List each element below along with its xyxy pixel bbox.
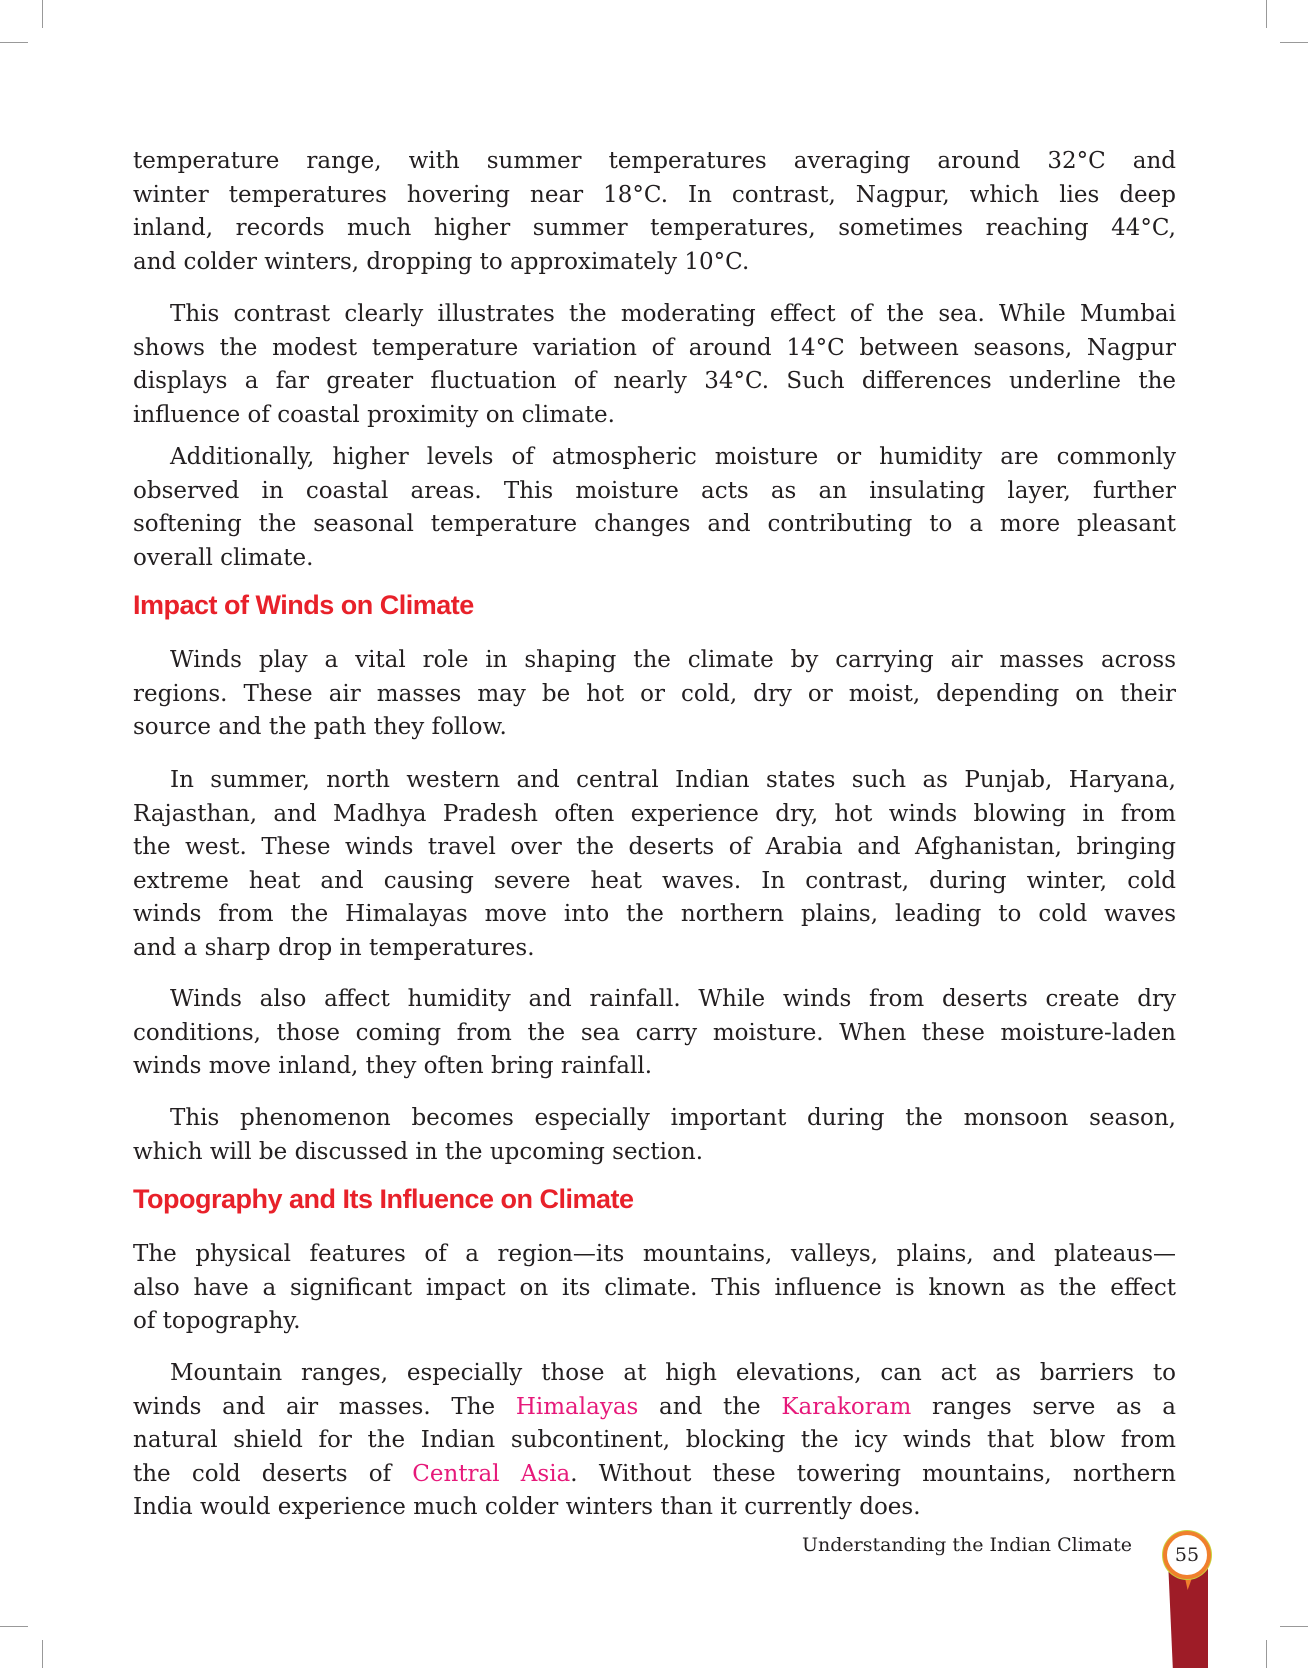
crop-mark <box>1280 1626 1308 1627</box>
paragraph <box>133 764 1176 966</box>
text-line: natural shield for the Indian subcontinent, blocking the icy winds that blow from <box>133 1427 1176 1454</box>
text-line: observed in coastal areas. This moisture acts as an insulating layer, further <box>133 477 1176 504</box>
crop-mark <box>1266 1640 1267 1668</box>
text-line: conditions, those coming from the sea carry moisture. When these moisture-laden <box>133 1019 1176 1046</box>
text-line: India would experience much colder winters than it currently does. <box>133 1494 921 1521</box>
text-line: This phenomenon becomes especially important during the monsoon season, <box>170 1105 1176 1131</box>
text-segment: ranges serve as a <box>911 1393 1176 1420</box>
text-line: inland, records much higher summer temperatures, sometimes reaching 44°C, <box>133 215 1176 242</box>
text-line: influence of coastal proximity on climate. <box>133 401 615 428</box>
crop-mark <box>0 1626 28 1627</box>
text-line: In summer, north western and central Indian states such as Punjab, Haryana, <box>170 767 1176 793</box>
text-line: winter temperatures hovering near 18°C. In contrast, Nagpur, which lies deep <box>133 181 1176 208</box>
text-line: temperature range, with summer temperatures averaging around 32°C and <box>133 148 1176 174</box>
text-line: overall climate. <box>133 544 314 571</box>
paragraph <box>133 441 1176 575</box>
crop-mark <box>1266 0 1267 28</box>
page-number-badge: 55 <box>1163 1531 1211 1579</box>
crop-mark <box>0 42 28 43</box>
text-line: winds from the Himalayas move into the northern plains, leading to cold waves <box>133 901 1176 928</box>
text-line: softening the seasonal temperature changes and contributing to a more pleasant <box>133 511 1176 538</box>
crop-mark <box>42 0 43 28</box>
text-line: regions. These air masses may be hot or cold, dry or moist, depending on their <box>133 680 1176 707</box>
link-karakoram[interactable]: Karakoram <box>781 1393 912 1420</box>
text-line: Additionally, higher levels of atmospheric moisture or humidity are commonly <box>170 444 1176 470</box>
text-segment: and the <box>638 1393 782 1420</box>
text-line: Winds also affect humidity and rainfall. While winds from deserts create dry <box>170 986 1176 1012</box>
running-footer-chapter-title: Understanding the Indian Climate <box>801 1534 1132 1556</box>
paragraph <box>133 644 1176 745</box>
link-central-asia[interactable]: Central Asia <box>412 1460 571 1487</box>
text-line: Rajasthan, and Madhya Pradesh often experience dry, hot winds blowing in from <box>133 800 1176 827</box>
text-line: Winds play a vital role in shaping the climate by carrying air masses across <box>170 647 1176 673</box>
text-line: Mountain ranges, especially those at high elevations, can act as barriers to <box>170 1360 1176 1386</box>
text-segment: . Without these towering mountains, northern <box>570 1460 1176 1487</box>
text-line: also have a significant impact on its climate. This influence is known as the effect <box>133 1274 1176 1301</box>
text-line: This contrast clearly illustrates the moderating effect of the sea. While Mumbai <box>170 301 1176 327</box>
section-heading-topography: Topography and Its Influence on Climate <box>133 1184 634 1214</box>
text-line: winds move inland, they often bring rainfall. <box>133 1053 653 1080</box>
text-line: extreme heat and causing severe heat waves. In contrast, during winter, cold <box>133 867 1176 894</box>
text-line <box>133 1391 1176 1425</box>
text-line: and colder winters, dropping to approximately 10°C. <box>133 248 750 275</box>
crop-mark <box>1280 42 1308 43</box>
paragraph-mountains <box>133 1357 1176 1525</box>
text-line: and a sharp drop in temperatures. <box>133 934 535 961</box>
paragraph <box>133 1102 1176 1169</box>
paragraph <box>133 1238 1176 1339</box>
text-segment: winds and air masses. The <box>133 1393 516 1420</box>
text-line: shows the modest temperature variation of around 14°C between seasons, Nagpur <box>133 334 1176 361</box>
crop-mark <box>42 1640 43 1668</box>
paragraph <box>133 983 1176 1084</box>
text-line: The physical features of a region—its mountains, valleys, plains, and plateaus— <box>133 1241 1176 1267</box>
text-line: which will be discussed in the upcoming section. <box>133 1138 704 1165</box>
paragraph <box>133 145 1176 279</box>
text-line: displays a far greater fluctuation of nearly 34°C. Such differences underline the <box>133 368 1176 395</box>
text-line <box>133 1458 1176 1492</box>
text-segment: the cold deserts of <box>133 1460 413 1487</box>
text-line: the west. These winds travel over the deserts of Arabia and Afghanistan, bringing <box>133 834 1176 861</box>
paragraph <box>133 298 1176 432</box>
section-heading-winds: Impact of Winds on Climate <box>133 590 474 620</box>
text-line: of topography. <box>133 1308 301 1335</box>
text-line: source and the path they follow. <box>133 714 507 741</box>
link-himalayas[interactable]: Himalayas <box>515 1393 639 1420</box>
